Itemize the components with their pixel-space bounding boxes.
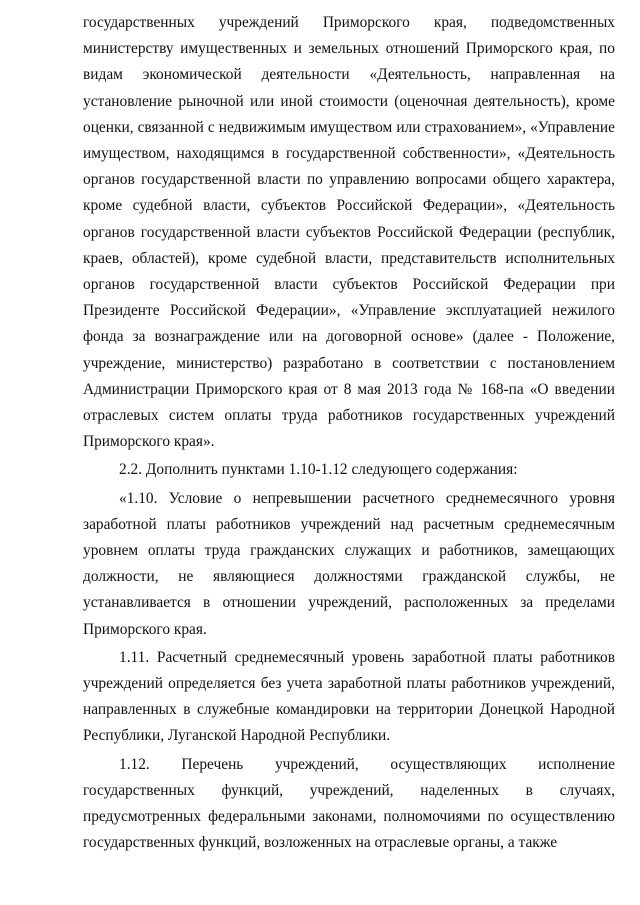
- paragraph-2-2: 2.2. Дополнить пунктами 1.10-1.12 следующего содержания:: [119, 461, 518, 479]
- paragraph-1-11: 1.11. Расчетный среднемесячный уровень заработной платы работников учреждений определяется без учета заработной платы работников учреждений, направленных в служебные командировки на территории Донецкой Народной Республики, Луганской Народной Республики.: [83, 648, 615, 745]
- paragraph-1-12: 1.12. Перечень учреждений, осуществляющих исполнение государственных функций, учреждений, наделенных в случаях, предусмотренных федеральными законами, полномочиями по осуществлению государственных функций, возложенных на отраслевые органы, а также: [83, 755, 615, 852]
- document-page: [83, 10, 615, 857]
- paragraph-1-10: «1.10. Условие о непревышении расчетного среднемесячного уровня заработной платы работников учреждений над расчетным среднемесячным уровнем оплаты труда гражданских служащих и работников, замещающих должности, не являющиеся должностями гражданской службы, не устанавливается в отношении учреждений, расположенных за пределами Приморского края.: [83, 489, 615, 638]
- paragraph-continuation: государственных учреждений Приморского края, подведомственных министерству имущественных и земельных отношений Приморского края, по видам экономической деятельности «Деятельность, направленная на установление рыночной или иной стоимости (оценочная деятельность), кроме оценки, связанной с недвижимым имуществом или страхованием», «Управление имуществом, находящимся в государственной собственности», «Деятельность органов государственной власти по управлению вопросами общего характера, кроме судебной власти, субъектов Российской Федерации», «Деятельность органов государственной власти субъектов Российской Федерации (республик, краев, областей), кроме судебной власти, представительств исполнительных органов государственной власти субъектов Российской Федерации при Президенте Российской Федерации», «Управление эксплуатацией нежилого фонда за вознаграждение или на договорной основе» (далее - Положение, учреждение, министерство) разработано в соответствии с постановлением Администрации Приморского края от 8 мая 2013 года № 168-па «О введении отраслевых систем оплаты труда работников государственных учреждений Приморского края».: [83, 14, 615, 451]
